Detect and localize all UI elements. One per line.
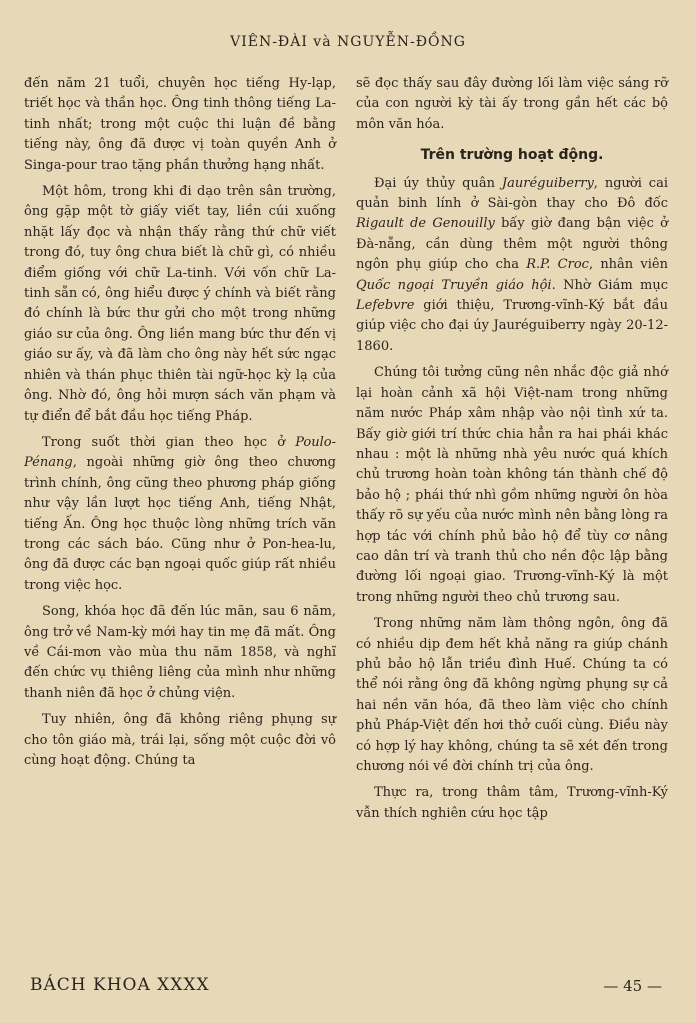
right-paragraph-2 [356, 174, 668, 358]
left-paragraph-4: Song, khóa học đã đến lúc mãn, sau 6 năm, ông trở về Nam-kỳ mới hay tin mẹ đã mất. Ông về Cái-mơn vào mùa thu năm 1858, và nghĩ đến chức vụ thiêng liêng của mình như những thanh niên đã học ở chủng viện. [24, 604, 336, 701]
magazine-title: BÁCH KHOA XXXX [30, 975, 210, 995]
name-lefebvre: Lefebvre [356, 298, 415, 314]
left-paragraph-3-rest: , ngoài những giờ ông theo chương trình chính, ông cũng theo phương pháp giống như vậy lần lượt học tiếng Anh, tiếng Nhật, tiếng Ấn. Ông học thuộc lòng những trích văn trong các sách báo. Cũng như ở Pon-hea-lu, ông đã được các bạn ngoại quốc giúp rất nhiều trong việc học. [24, 455, 336, 593]
page-number: — 45 — [603, 977, 662, 995]
running-title: VIÊN-ĐÀI và NGUYỄN-ĐỒNG [230, 34, 466, 50]
text-segment: Đại úy thủy quân [374, 175, 502, 191]
text-segment: . Nhờ Giám mục [551, 277, 668, 293]
right-column [356, 74, 668, 830]
left-paragraph-3 [24, 433, 336, 596]
name-croc: R.P. Croc [526, 257, 589, 273]
right-paragraph-5: Thực ra, trong thâm tâm, Trương-vĩnh-Ký vẫn thích nghiên cứu học tập [356, 785, 668, 821]
left-paragraph-1: đến năm 21 tuổi, chuyên học tiếng Hy-lạp, triết học và thần học. Ông tinh thông tiếng La-tinh nhất; trong một cuộc thi luận đề bằng tiếng này, ông đã được vị toàn quyền Anh ở Singa-pour trao tặng phần thưởng hạng nhất. [24, 76, 336, 173]
left-paragraph-5: Tuy nhiên, ông đã không riêng phụng sự cho tôn giáo mà, trái lại, sống một cuộc đời vô cùng hoạt động. Chúng ta [24, 712, 336, 768]
left-column [24, 74, 336, 777]
name-rigault: Rigault de Genouilly [356, 216, 495, 232]
text-segment: , nhân viên [588, 257, 668, 273]
left-paragraph-2: Một hôm, trong khi đi dạo trên sân trường, ông gặp một tờ giấy viết tay, liền cúi xuống nhặt lấy đọc và nhận thấy rằng thứ chữ viết trong đó, tuy ông chưa biết là chữ gì, có nhiều điểm giống với chữ La-tinh. Với vốn chữ La-tinh sẵn có, ông hiểu được ý chính và biết rằng đó chính là bức thư gửi cho một trong những giáo sư của ông. Ông liền mang bức thư đến vị giáo sư ấy, và đã làm cho ông này hết sức ngạc nhiên và thán phục thiên tài ngữ-học kỳ lạ của ông. Nhờ đó, ông hỏi mượn sách văn phạm và tự điển để bắt đầu học tiếng Pháp. [24, 184, 336, 424]
text-segment: , người cai quản binh lính ở Sài-gòn thay cho Đô đốc [356, 175, 668, 212]
right-paragraph-1: sẽ đọc thấy sau đây đường lối làm việc sáng rỡ của con người kỳ tài ấy trong gần hết các bộ môn văn hóa. [356, 76, 668, 132]
name-jaureguiberry: Jauréguiberry [501, 175, 594, 191]
left-paragraph-3-start: Trong suốt thời gian theo học ở [42, 434, 296, 450]
text-segment: giới thiệu, Trương-vĩnh-Ký bắt đầu giúp việc cho đại úy Jauréguiberry ngày 20-12-1860. [356, 298, 668, 354]
right-paragraph-3: Chúng tôi tưởng cũng nên nhắc độc giả nhớ lại hoàn cảnh xã hội Việt-nam trong những năm nước Pháp xâm nhập vào nội tình xứ ta. Bấy giờ giới trí thức chia hẳn ra hai phái khác nhau : một là những nhà yêu nước quá khích chủ trương hoàn toàn không tán thành chế độ bảo hộ ; phái thứ nhì gồm những người ôn hòa thấy rõ sự yếu của nước mình nên bằng lòng ra hợp tác với chính phủ bảo hộ để tùy cơ nâng cao dân trí và tranh thủ cho nền độc lập bằng đường lối ngoại giao. Trương-vĩnh-Ký là một trong những người theo chủ trương sau. [356, 365, 668, 605]
section-title: Trên trường hoạt động. [420, 147, 604, 164]
org-name: Quốc ngoại Truyền giáo hội [356, 277, 552, 293]
text-segment: bấy giờ đang bận việc ở Đà-nẵng, cần dùng thêm một người thông ngôn phụ giúp cho cha [356, 216, 668, 273]
place-poulo-penang: Poulo-Pénang [24, 434, 336, 471]
right-paragraph-4: Trong những năm làm thông ngôn, ông đã có nhiều dịp đem hết khả năng ra giúp chánh phủ bảo hộ lẫn triều đình Huế. Chúng ta có thể nói rằng ông đã không ngừng phụng sự cả hai nền văn hóa, đã theo làm việc cho chính phủ Pháp-Việt đến hơi thở cuối cùng. Điều này có hợp lý hay không, chúng ta sẽ xét đến trong chương nói về đời chính trị của ông. [356, 616, 668, 774]
